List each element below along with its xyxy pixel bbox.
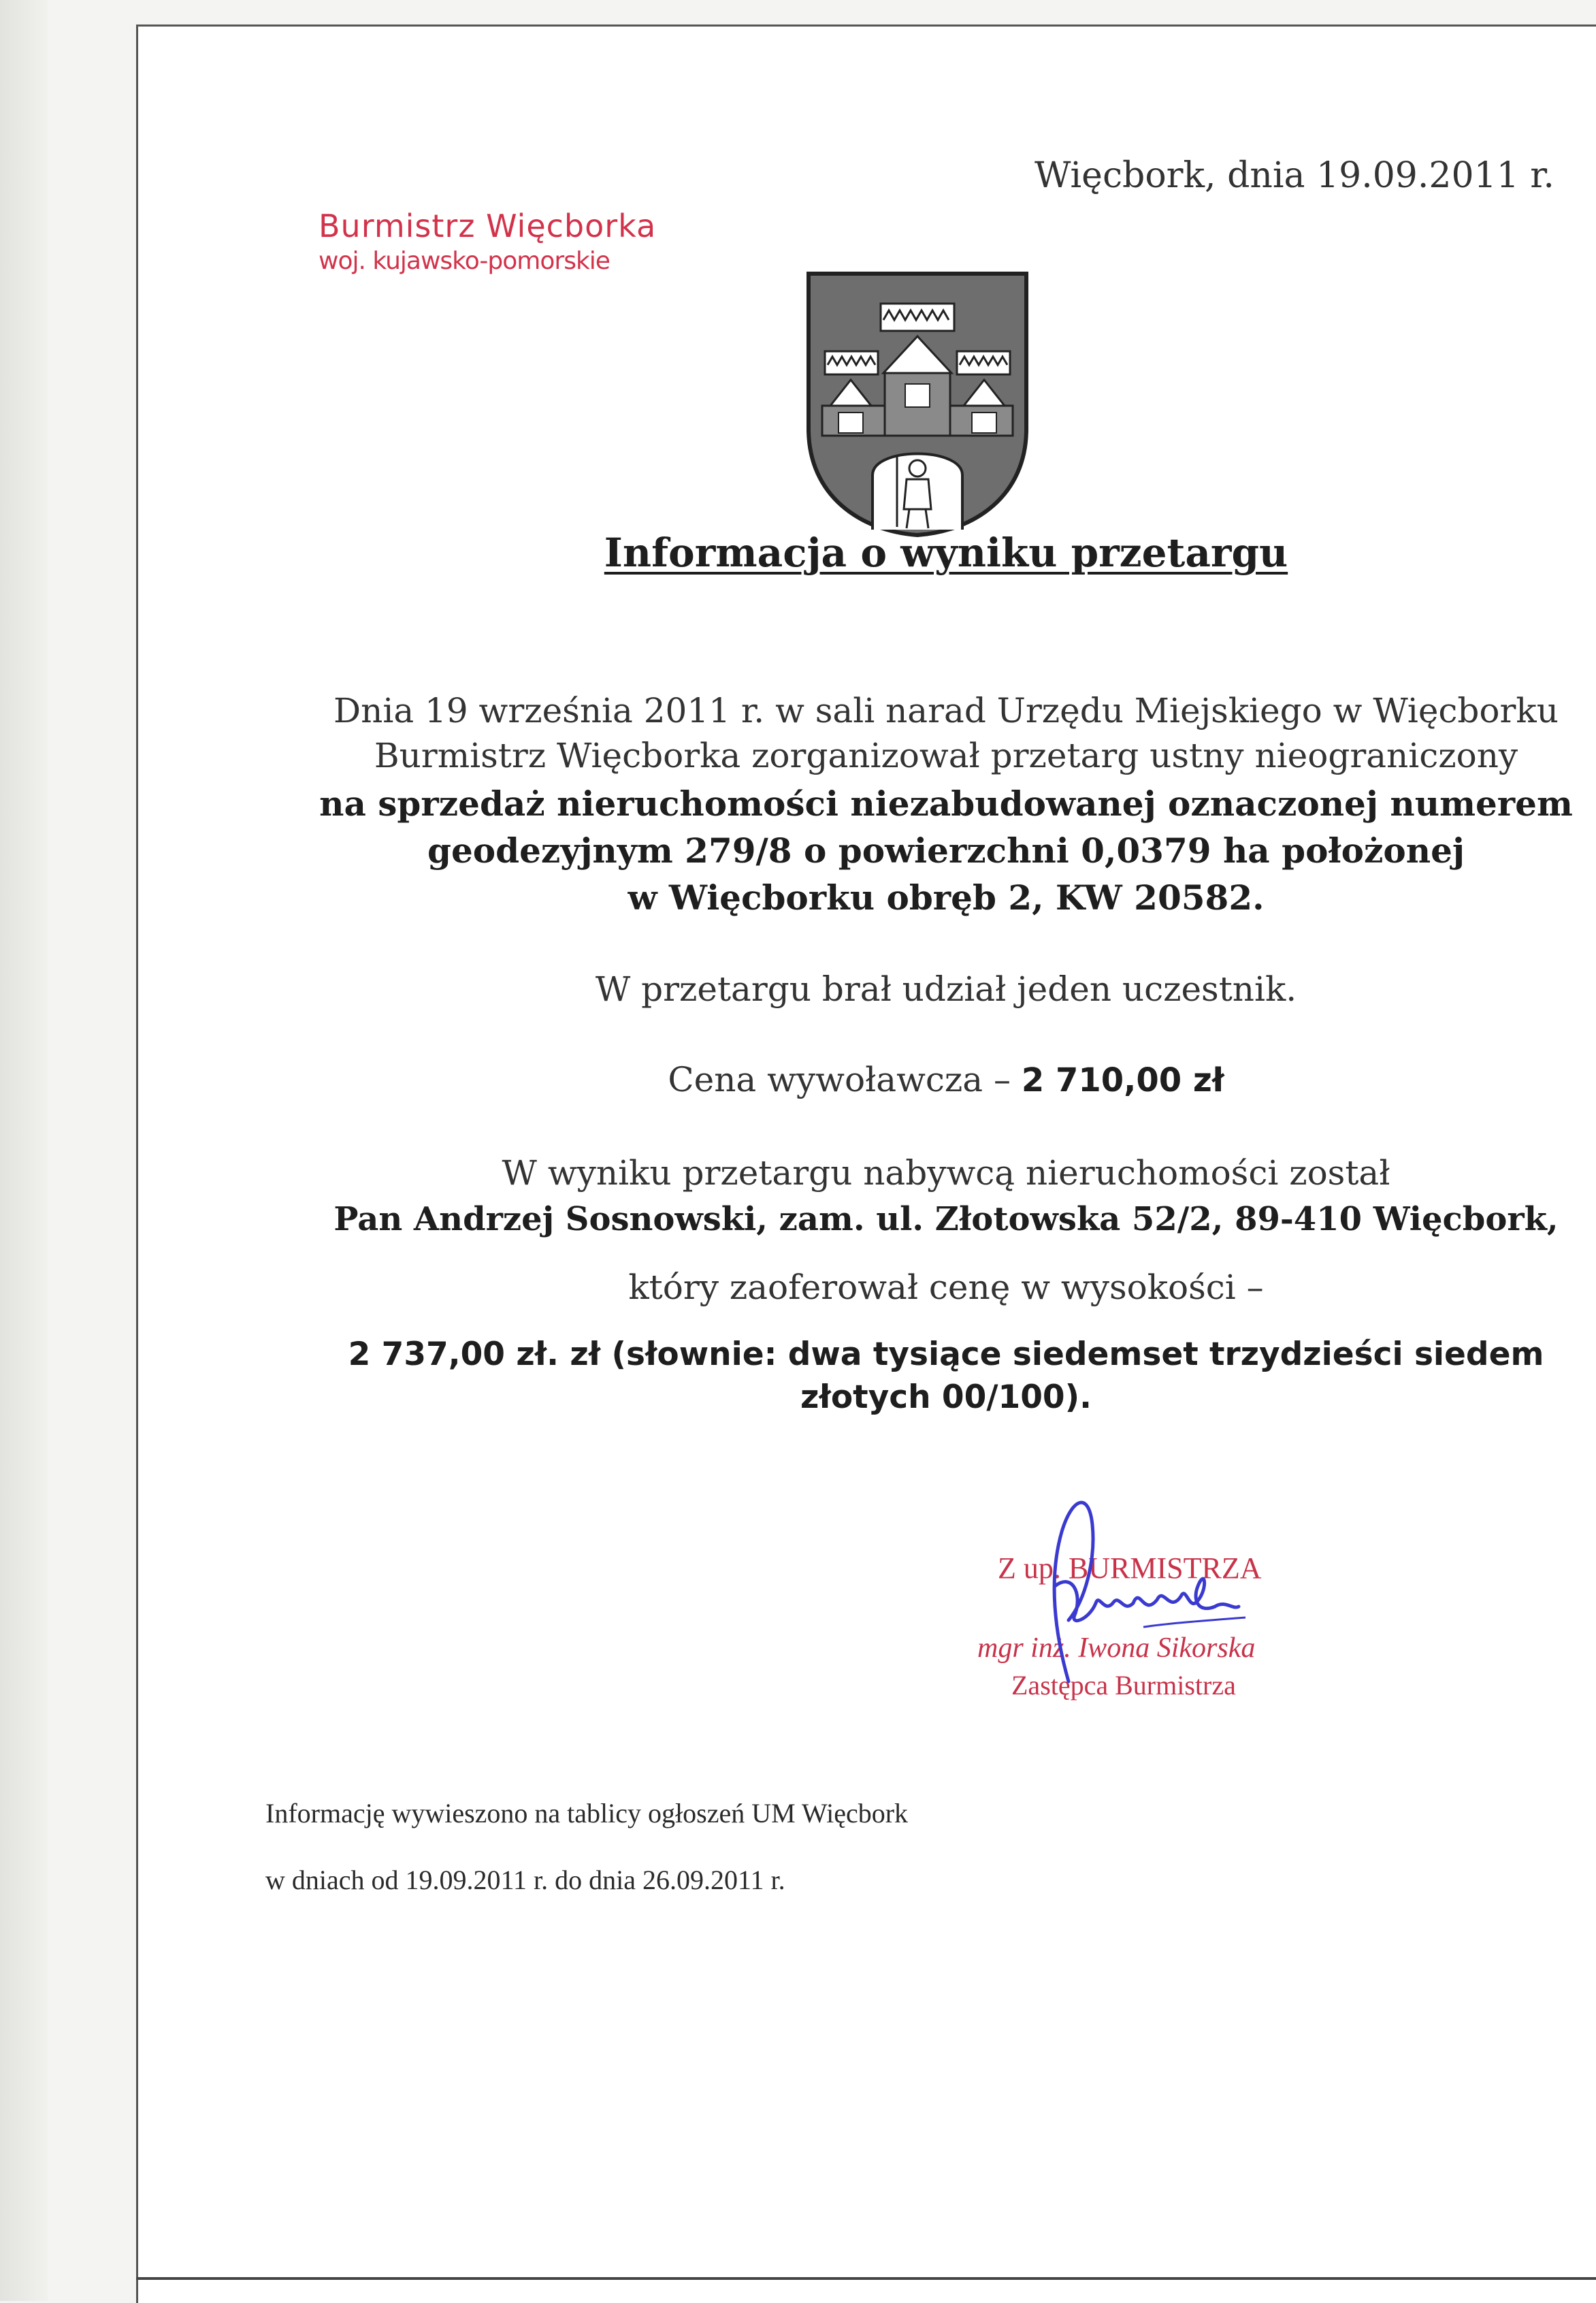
buyer-details: Pan Andrzej Sosnowski, zam. ul. Złotowska 52/2, 89-410 Więcbork, xyxy=(333,1200,1559,1238)
property-description-1: na sprzedaż nieruchomości niezabudowanej oznaczonej numerem xyxy=(319,784,1573,824)
page-bottom-edge xyxy=(136,2277,1596,2280)
property-description-2: geodezyjnym 279/8 o powierzchni 0,0379 ha położonej xyxy=(427,831,1465,871)
notice-posting-info: Informację wywieszono na tablicy ogłoszeń UM Więcbork xyxy=(265,1798,909,1829)
document-date: Więcbork, dnia 19.09.2011 r. xyxy=(1035,155,1554,196)
signatory-name: mgr inż. Iwona Sikorska xyxy=(977,1632,1256,1664)
document-heading: Informacja o wyniku przetargu xyxy=(604,530,1288,576)
starting-price xyxy=(286,1060,1596,1099)
intro-line-2: Burmistrz Więcborka zorganizował przetarg ustny nieograniczony xyxy=(374,736,1518,775)
intro-line-1: Dnia 19 września 2011 r. w sali narad Urzędu Miejskiego w Więcborku xyxy=(333,691,1559,730)
office-stamp-title: Burmistrz Więcborka xyxy=(319,208,657,244)
signature-authority: Z up. BURMISTRZA xyxy=(998,1551,1262,1585)
starting-price-value: 2 710,00 zł xyxy=(1021,1061,1224,1099)
final-price-line-2: złotych 00/100). xyxy=(800,1379,1092,1416)
result-line-1: W wyniku przetargu nabywcą nieruchomości został xyxy=(502,1153,1390,1193)
final-price-line-1: 2 737,00 zł. zł (słownie: dwa tysiące siedemset trzydzieści siedem xyxy=(348,1336,1544,1373)
office-stamp-subtitle: woj. kujawsko-pomorskie xyxy=(319,247,610,275)
coat-of-arms-icon xyxy=(804,271,1030,538)
property-description-3: w Więcborku obręb 2, KW 20582. xyxy=(628,877,1265,918)
handwritten-signature xyxy=(953,1484,1375,1688)
scan-margin xyxy=(0,0,48,2301)
starting-price-dash: – xyxy=(993,1060,1011,1099)
signatory-role: Zastępca Burmistrza xyxy=(1011,1670,1236,1701)
notice-posting-dates: w dniach od 19.09.2011 r. do dnia 26.09.2011 r. xyxy=(265,1865,785,1895)
participants-info: W przetargu brał udział jeden uczestnik. xyxy=(595,969,1297,1009)
result-line-3: który zaoferował cenę w wysokości – xyxy=(628,1268,1264,1307)
starting-price-label: Cena wywoławcza xyxy=(668,1060,983,1099)
